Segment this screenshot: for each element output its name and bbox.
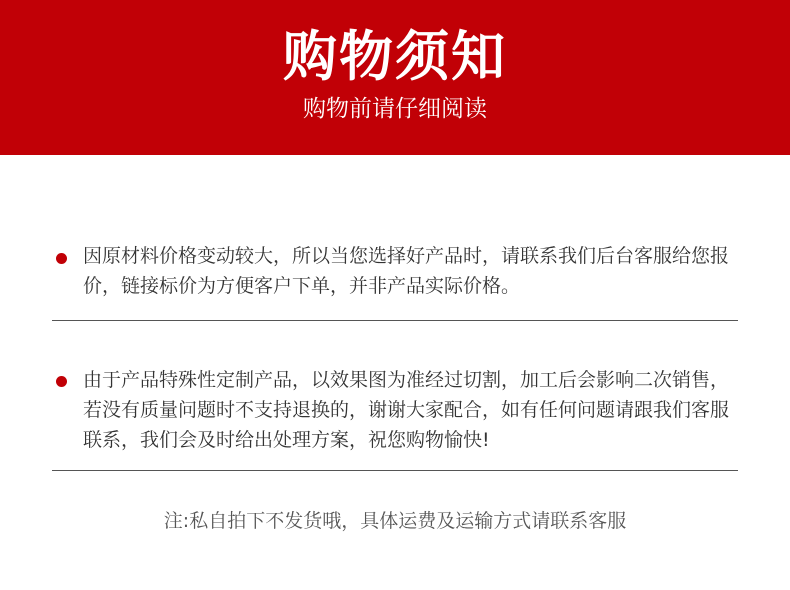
bullet-dot-icon [56, 253, 67, 264]
page-title: 购物须知 [283, 25, 507, 88]
divider [52, 470, 738, 471]
notice-text: 由于产品特殊性定制产品，以效果图为准经过切割，加工后会影响二次销售，若没有质量问题时不支持退换的，谢谢大家配合，如有任何问题请跟我们客服联系，我们会及时给出处理方案，祝您购物愉快! [83, 369, 730, 451]
notice-text: 因原材料价格变动较大，所以当您选择好产品时，请联系我们后台客服给您报价，链接标价为方便客户下单，并非产品实际价格。 [83, 245, 730, 297]
footnote: 注:私自拍下不发货哦，具体运费及运输方式请联系客服 [163, 510, 627, 532]
header-banner [0, 0, 790, 155]
page-subtitle: 购物前请仔细阅读 [303, 96, 487, 122]
divider [52, 320, 738, 321]
bullet-dot-icon [56, 376, 67, 387]
